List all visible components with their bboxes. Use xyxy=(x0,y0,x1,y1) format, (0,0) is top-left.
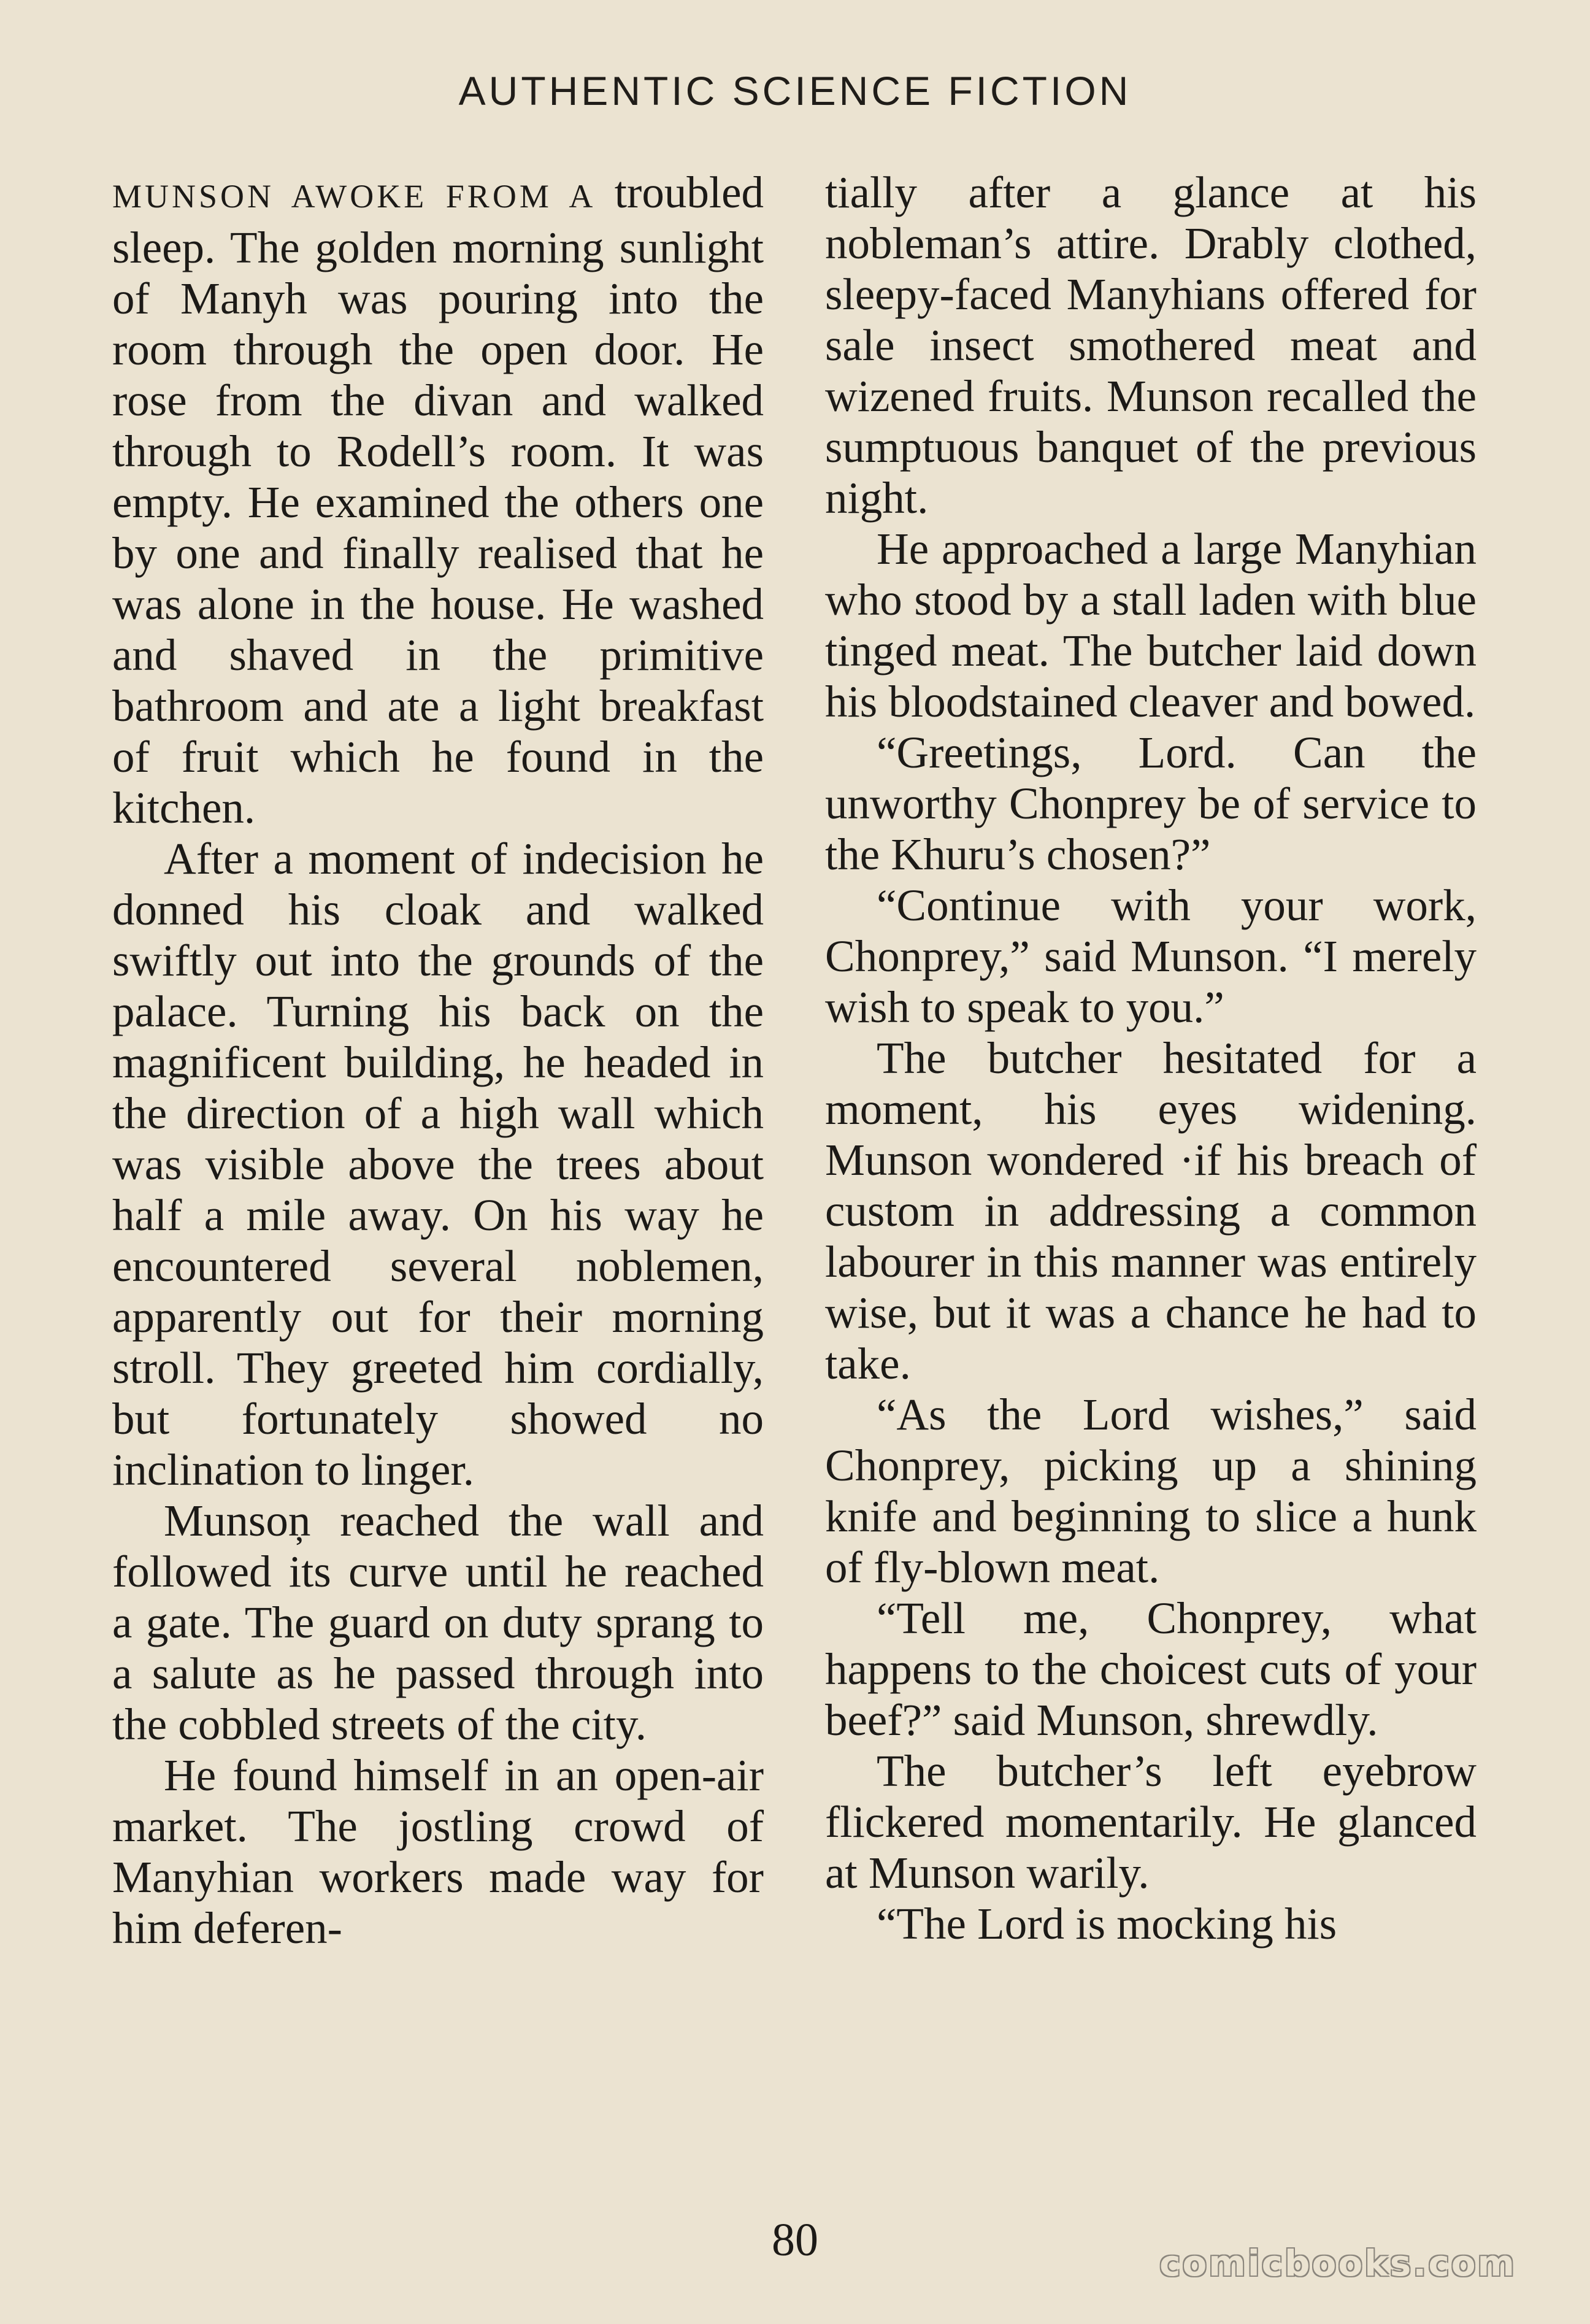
paragraph: He found himself in an open-air market. The jostling crowd of Manyhian workers made way for him deferen- xyxy=(112,1750,764,1953)
opening-paragraph xyxy=(112,167,764,833)
running-header: AUTHENTIC SCIENCE FICTION xyxy=(458,68,1132,114)
page-number: 80 xyxy=(772,2214,818,2266)
continued-paragraph: tially after a glance at his nobleman’s attire. Drably clothed, sleepy-faced Manyhians offered for sale insect smothered meat and wizened fruits. Munson recalled the sumptuous banquet of the previous night. xyxy=(825,167,1477,523)
dialogue-paragraph: “Greetings, Lord. Can the unworthy Chonprey be of service to the Khuru’s chosen?” xyxy=(825,728,1477,879)
opening-paragraph-text: troubled sleep. The golden morning sunlight of Manyh was pouring into the room through the open door. He rose from the divan and walked through to Rodell’s room. It was empty. He examined the others one by one and finally realised that he was alone in the house. He washed and shaved in the primitive bathroom and ate a light breakfast of fruit which he found in the kitchen. xyxy=(112,167,764,833)
dialogue-paragraph: “Continue with your work, Chonprey,” said Munson. “I merely wish to speak to you.” xyxy=(825,880,1477,1032)
watermark: comicbooks.com xyxy=(1159,2242,1516,2284)
opening-small-caps: MUNSON AWOKE FROM A xyxy=(112,178,596,215)
dialogue-paragraph: “The Lord is mocking his xyxy=(877,1899,1337,1949)
dialogue-paragraph: “As the Lord wishes,” said Chonprey, picking up a shining knife and beginning to slice a hunk of fly-blown meat. xyxy=(825,1390,1477,1592)
paragraph: After a moment of indecision he donned his cloak and walked swiftly out into the grounds of the palace. Turning his back on the magnificent building, he headed in the direction of a high wall which was visible above the trees about half a mile away. On his way he encountered several noblemen, apparently out for their morning stroll. They greeted him cordially, but fortunately showed no inclination to linger. xyxy=(112,834,764,1495)
left-column xyxy=(112,167,764,1953)
paragraph: Munsoņ reached the wall and followed its curve until he reached a gate. The guard on duty sprang to a salute as he passed through into the cobbled streets of the city. xyxy=(112,1496,764,1749)
paragraph: He approached a large Manyhian who stood by a stall laden with blue tinged meat. The butcher laid down his bloodstained cleaver and bowed. xyxy=(825,524,1477,726)
paragraph: The butcher hesitated for a moment, his eyes widening. Munson wondered ·if his breach of custom in addressing a common labourer in this manner was entirely wise, but it was a chance he had to take. xyxy=(825,1033,1477,1388)
right-column xyxy=(825,167,1477,1949)
paragraph: The butcher’s left eyebrow flickered momentarily. He glanced at Munson warily. xyxy=(825,1746,1477,1898)
dialogue-paragraph: “Tell me, Chonprey, what happens to the choicest cuts of your beef?” said Munson, shrewdly. xyxy=(825,1593,1477,1745)
